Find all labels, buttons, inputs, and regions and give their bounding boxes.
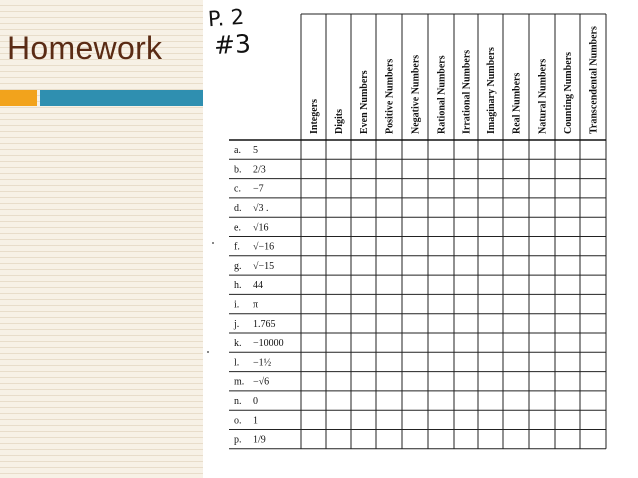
column-header: Even Numbers (359, 70, 370, 134)
row-value: −7 (253, 183, 264, 195)
column-header: Positive Numbers (384, 58, 396, 134)
row-letter: e. (234, 222, 241, 234)
column-header: Natural Numbers (537, 58, 549, 134)
column-header: Imaginary Numbers (486, 47, 497, 134)
row-letter: a. (234, 145, 241, 157)
column-header: Negative Numbers (410, 54, 422, 134)
row-letter: h. (234, 280, 242, 292)
row-value: π (253, 299, 259, 311)
row-letter: o. (234, 415, 242, 427)
row-value: 1.765 (253, 318, 276, 330)
column-header: Integers (309, 99, 320, 134)
row-letter: p. (234, 434, 242, 446)
row-letter: k. (234, 338, 242, 350)
row-letter: n. (234, 396, 242, 408)
row-value: 2/3 (253, 164, 266, 176)
handwritten-problem-number: #3 (213, 29, 252, 60)
row-value: −10000 (253, 338, 284, 350)
row-value: 44 (253, 280, 263, 292)
row-labels (233, 145, 284, 446)
row-value: 5 (253, 145, 258, 157)
row-value: 1/9 (253, 434, 266, 446)
row-value: −1½ (253, 357, 272, 369)
row-letter: b. (234, 164, 242, 176)
row-letter: d. (234, 203, 242, 215)
scan-speck (212, 242, 214, 244)
row-value: 0 (253, 396, 258, 408)
column-header: Rational Numbers (436, 55, 448, 134)
row-value: √−16 (253, 241, 275, 253)
row-letter: g. (234, 260, 242, 272)
row-letter: j. (234, 318, 240, 330)
scan-speck (207, 351, 209, 353)
column-header: Counting Numbers (563, 52, 574, 134)
handwritten-page-note: P. 2 (207, 4, 245, 32)
row-letter: m. (234, 376, 245, 388)
column-header: Irrational Numbers (461, 49, 473, 134)
column-header: Digits (334, 109, 345, 134)
column-header: Real Numbers (511, 72, 523, 134)
row-letter: c. (234, 183, 241, 195)
row-value: −√6 (253, 376, 270, 388)
row-letter: i. (234, 299, 240, 311)
column-header: Transcendental Numbers (588, 26, 600, 134)
row-value: 1 (253, 415, 258, 427)
row-letter: l. (234, 357, 240, 369)
row-value: √−15 (253, 260, 275, 272)
row-value: √3 . (253, 203, 269, 215)
row-letter: f. (234, 241, 240, 253)
slide-title: Homework (7, 30, 163, 66)
row-value: √16 (253, 222, 269, 234)
